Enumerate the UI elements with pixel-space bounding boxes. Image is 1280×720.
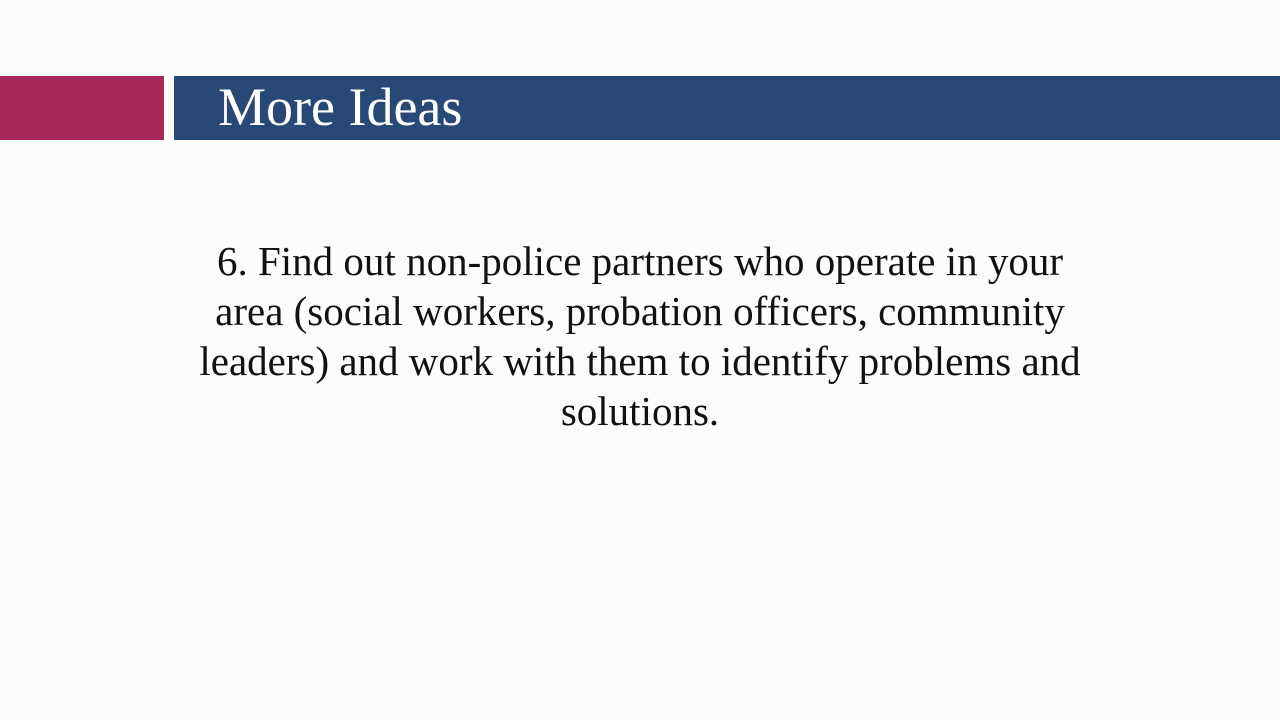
slide-body-text: 6. Find out non-police partners who operate in your area (social workers, probation officers, community leaders) and work with them to identify problems and solutions.: [199, 238, 1081, 434]
slide-title: More Ideas: [218, 77, 463, 137]
title-bar: [174, 76, 1280, 140]
accent-block: [0, 76, 164, 140]
